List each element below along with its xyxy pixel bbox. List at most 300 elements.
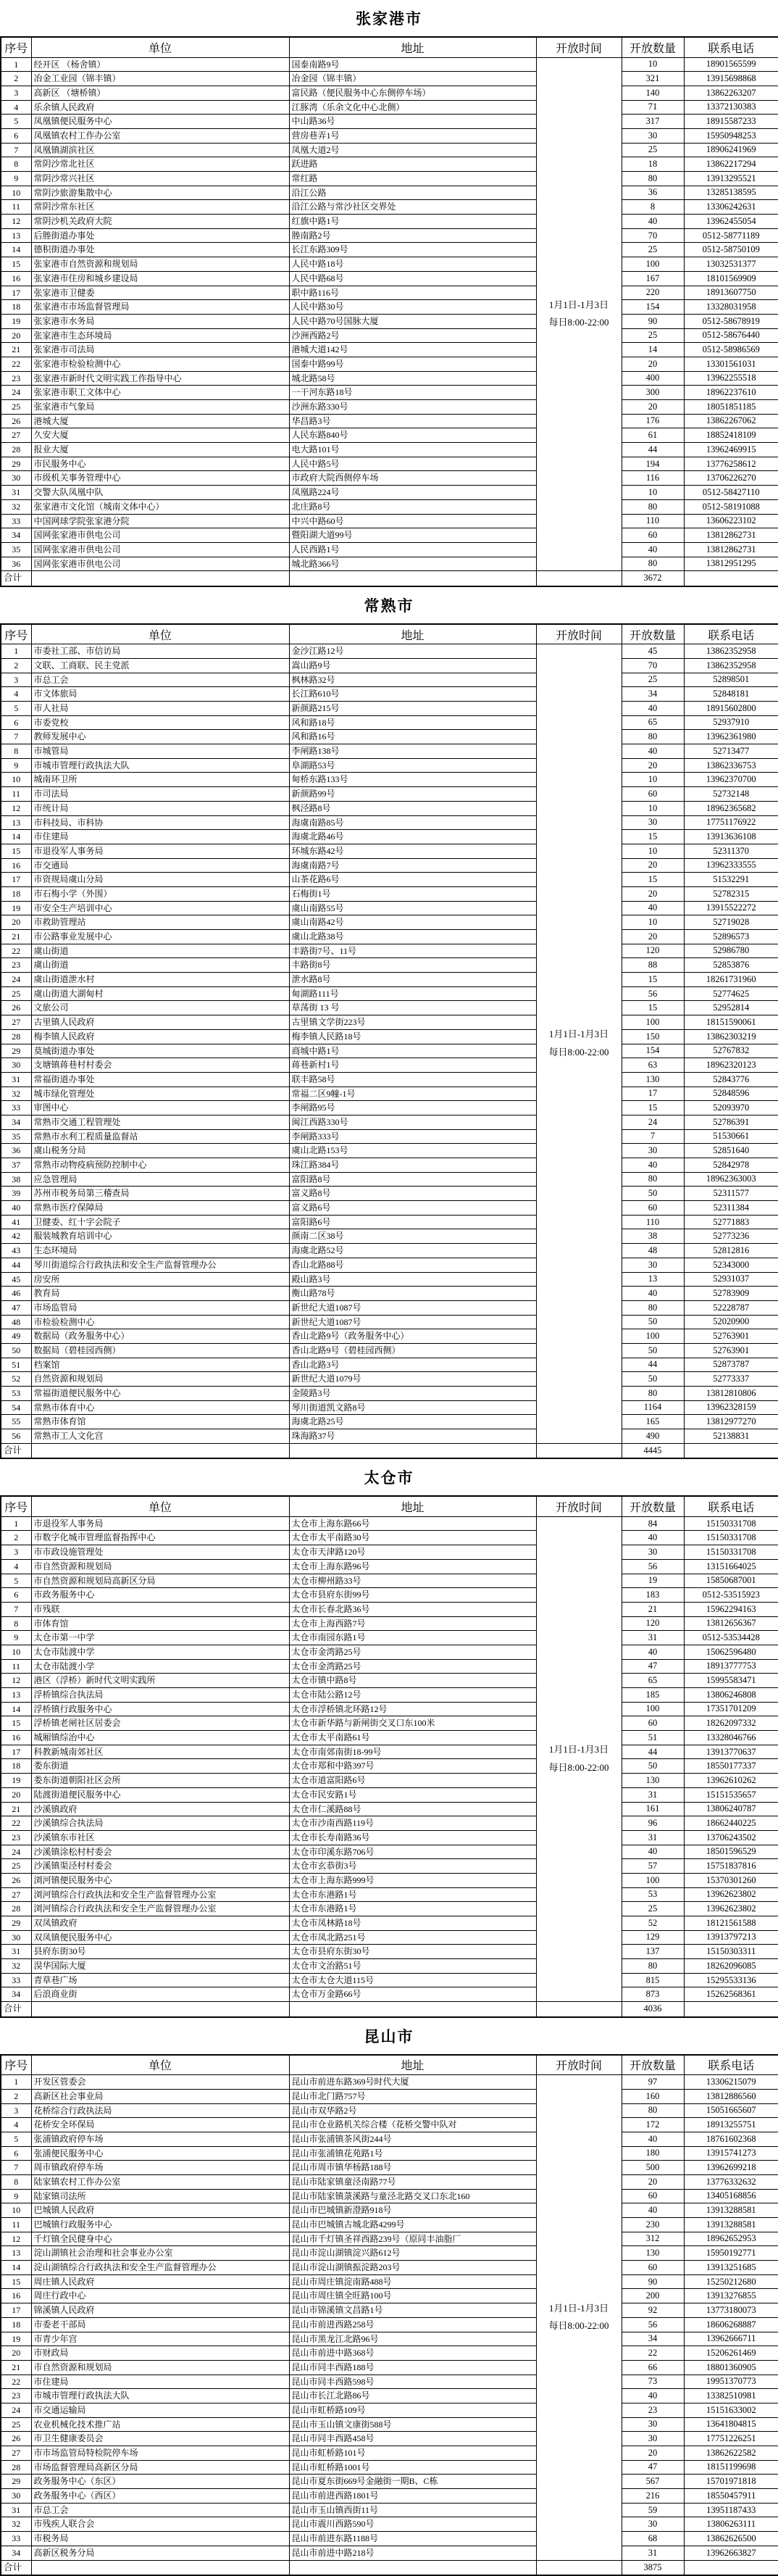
address-cell: 丰路街8号 <box>289 958 536 973</box>
phone-cell: 15262568361 <box>684 1987 778 2002</box>
address-cell: 营房巷弄1号 <box>289 128 536 143</box>
address-cell: 昆山市玉山镇西街11号 <box>289 2503 536 2517</box>
unit-cell: 双凤镇政府 <box>31 1916 289 1931</box>
phone-cell: 52853876 <box>684 958 778 973</box>
unit-cell: 娄东街道 <box>31 1759 289 1774</box>
table-row <box>1 830 778 844</box>
unit-cell: 市税务局 <box>31 2532 289 2546</box>
serial-cell: 18 <box>1 886 31 901</box>
serial-cell: 1 <box>1 2075 31 2090</box>
unit-cell: 市级机关事务管理中心 <box>31 471 289 486</box>
phone-cell: 52842978 <box>684 1158 778 1173</box>
serial-cell: 17 <box>1 1745 31 1759</box>
address-cell: 太仓市南郊南街18-99号 <box>289 1745 536 1759</box>
total-phone-empty-cell <box>684 1443 778 1458</box>
table-row <box>1 2218 778 2232</box>
address-cell: 太仓市长春北路36号 <box>289 1602 536 1616</box>
address-cell: 太仓市县府东街30号 <box>289 1945 536 1959</box>
unit-cell: 张家港市文化馆（城南文体中心） <box>31 499 289 514</box>
serial-cell: 21 <box>1 343 31 357</box>
quantity-cell: 59 <box>622 2503 684 2517</box>
serial-cell: 3 <box>1 1545 31 1560</box>
unit-cell: 自然资源和规划局 <box>31 1372 289 1387</box>
serial-cell: 16 <box>1 1731 31 1745</box>
table-row <box>1 2389 778 2403</box>
quantity-cell: 60 <box>622 1201 684 1216</box>
address-cell: 暨阳湖大道99号 <box>289 528 536 543</box>
city-table <box>0 623 778 1460</box>
unit-cell: 应急管理局 <box>31 1172 289 1187</box>
phone-cell: 13706226270 <box>684 471 778 486</box>
table-row <box>1 1072 778 1087</box>
serial-cell: 10 <box>1 1645 31 1659</box>
quantity-cell: 47 <box>622 2460 684 2475</box>
quantity-cell: 30 <box>622 1258 684 1272</box>
phone-cell: 18852418109 <box>684 428 778 443</box>
unit-cell: 花桥综合行政执法局 <box>31 2103 289 2118</box>
quantity-cell: 40 <box>622 1531 684 1545</box>
unit-cell: 文旅公司 <box>31 1001 289 1015</box>
quantity-cell: 30 <box>622 2517 684 2532</box>
column-header-0: 序号 <box>1 1496 31 1516</box>
serial-cell: 17 <box>1 2303 31 2318</box>
serial-cell: 28 <box>1 1902 31 1916</box>
table-row <box>1 314 778 328</box>
total-time-empty-cell <box>536 571 622 586</box>
phone-cell: 17751176922 <box>684 815 778 830</box>
unit-cell: 市人社局 <box>31 702 289 716</box>
phone-cell: 18151199698 <box>684 2460 778 2475</box>
phone-cell: 13306242631 <box>684 200 778 215</box>
phone-cell: 0512-58191088 <box>684 499 778 514</box>
quantity-cell: 66 <box>622 2360 684 2375</box>
phone-cell: 19951370773 <box>684 2375 778 2389</box>
quantity-cell: 50 <box>622 1759 684 1774</box>
quantity-cell: 321 <box>622 72 684 86</box>
serial-cell: 25 <box>1 986 31 1001</box>
serial-cell: 1 <box>1 1516 31 1531</box>
unit-cell: 文联、工商联、民主党派 <box>31 658 289 673</box>
table-row <box>1 2460 778 2475</box>
serial-cell: 37 <box>1 1158 31 1173</box>
serial-cell: 27 <box>1 2446 31 2461</box>
serial-cell: 27 <box>1 1887 31 1902</box>
quantity-cell: 96 <box>622 1816 684 1831</box>
table-row <box>1 243 778 257</box>
open-time-cell <box>536 57 622 571</box>
phone-cell: 52713477 <box>684 744 778 759</box>
phone-cell: 13773180073 <box>684 2303 778 2318</box>
table-row <box>1 1087 778 1101</box>
quantity-cell: 61 <box>622 428 684 443</box>
open-time-cell <box>536 1516 622 2001</box>
table-row <box>1 1229 778 1244</box>
unit-cell: 常熟市体育中心 <box>31 1400 289 1415</box>
quantity-cell: 70 <box>622 228 684 243</box>
serial-cell: 16 <box>1 271 31 286</box>
phone-cell: 15950192771 <box>684 2246 778 2261</box>
serial-cell: 7 <box>1 143 31 157</box>
phone-cell: 52848181 <box>684 687 778 702</box>
address-cell: 昆山市前进东路1188号 <box>289 2532 536 2546</box>
quantity-cell: 137 <box>622 1945 684 1959</box>
unit-cell: 张家港市检验检测中心 <box>31 357 289 371</box>
phone-cell: 13962663827 <box>684 2546 778 2560</box>
phone-cell: 15062596480 <box>684 1645 778 1659</box>
quantity-cell: 80 <box>622 1300 684 1315</box>
serial-cell: 36 <box>1 557 31 571</box>
serial-cell: 39 <box>1 1187 31 1201</box>
serial-cell: 34 <box>1 528 31 543</box>
phone-cell: 18501596529 <box>684 1845 778 1859</box>
unit-cell: 市交通局 <box>31 858 289 873</box>
unit-cell: 农业机械化技术推广站 <box>31 2417 289 2432</box>
serial-cell: 20 <box>1 2346 31 2361</box>
serial-cell: 47 <box>1 1300 31 1315</box>
serial-cell: 10 <box>1 2203 31 2218</box>
serial-cell: 6 <box>1 128 31 143</box>
table-row <box>1 528 778 543</box>
address-cell: 昆山市周庄镇淀南路488号 <box>289 2274 536 2289</box>
unit-cell: 琴川街道综合行政执法和安全生产监督管理办公 <box>31 1258 289 1272</box>
unit-cell: 苏州市税务局第三稽查局 <box>31 1187 289 1201</box>
table-row <box>1 1358 778 1372</box>
phone-cell: 13812977270 <box>684 1415 778 1429</box>
serial-cell: 46 <box>1 1287 31 1301</box>
address-cell: 颜南二区38号 <box>289 1229 536 1244</box>
phone-cell: 15150331708 <box>684 1545 778 1560</box>
table-row <box>1 172 778 186</box>
unit-cell: 高新区社会事业局 <box>31 2089 289 2103</box>
column-header-4: 开放数量 <box>622 2055 684 2075</box>
serial-cell: 24 <box>1 1845 31 1859</box>
quantity-cell: 50 <box>622 1315 684 1329</box>
quantity-cell: 48 <box>622 1244 684 1258</box>
unit-cell: 冶金工业园（锦丰镇） <box>31 72 289 86</box>
address-cell: 富民路（便民服务中心东侧停车场） <box>289 86 536 100</box>
serial-cell: 5 <box>1 1574 31 1588</box>
address-cell: 昆山市前进西路1801号 <box>289 2489 536 2504</box>
quantity-cell: 194 <box>622 457 684 471</box>
address-cell: 人民西路1号 <box>289 542 536 557</box>
serial-cell: 19 <box>1 1774 31 1788</box>
table-row <box>1 944 778 958</box>
quantity-cell: 490 <box>622 1429 684 1444</box>
address-cell: 新颜路99号 <box>289 787 536 802</box>
column-header-0: 序号 <box>1 37 31 57</box>
address-cell: 殿山路3号 <box>289 1272 536 1287</box>
phone-cell: 0512-58771189 <box>684 228 778 243</box>
phone-cell: 52311577 <box>684 1187 778 1201</box>
serial-cell: 5 <box>1 2132 31 2146</box>
address-cell: 人民中路5号 <box>289 457 536 471</box>
column-header-3: 开放时间 <box>536 37 622 57</box>
serial-cell: 13 <box>1 1688 31 1703</box>
phone-cell: 13328031958 <box>684 300 778 315</box>
address-cell: 金沙江路12号 <box>289 644 536 659</box>
phone-cell: 15150331708 <box>684 1516 778 1531</box>
phone-cell: 13328046766 <box>684 1731 778 1745</box>
address-cell: 沙洲西路2号 <box>289 328 536 343</box>
table-row <box>1 1816 778 1831</box>
address-cell: 阜湖路53号 <box>289 758 536 773</box>
phone-cell: 13915522272 <box>684 901 778 915</box>
quantity-cell: 25 <box>622 143 684 157</box>
serial-cell: 29 <box>1 457 31 471</box>
column-header-4: 开放数量 <box>622 37 684 57</box>
serial-cell: 56 <box>1 1429 31 1444</box>
unit-cell: 锦溪镇人民政府 <box>31 2303 289 2318</box>
phone-cell: 51532291 <box>684 873 778 887</box>
address-cell: 丰路街7号、11号 <box>289 944 536 958</box>
address-cell: 跃进路 <box>289 157 536 172</box>
quantity-cell: 15 <box>622 1101 684 1115</box>
table-row <box>1 1830 778 1845</box>
serial-cell: 23 <box>1 958 31 973</box>
table-header-row <box>1 624 778 644</box>
address-cell: 海虞北路25号 <box>289 1415 536 1429</box>
phone-cell: 15151535657 <box>684 1787 778 1802</box>
table-row <box>1 1429 778 1444</box>
address-cell: 新世纪大道1087号 <box>289 1315 536 1329</box>
phone-cell: 13812656367 <box>684 1616 778 1631</box>
phone-cell: 13913770637 <box>684 1745 778 1759</box>
address-cell: 国泰南路9号 <box>289 57 536 72</box>
serial-cell: 2 <box>1 1531 31 1545</box>
section-title: 太仓市 <box>364 1469 414 1487</box>
table-row <box>1 2317 778 2332</box>
unit-cell: 市退役军人事务局 <box>31 1516 289 1531</box>
unit-cell: 市公路事业发展中心 <box>31 930 289 944</box>
table-row <box>1 2417 778 2432</box>
address-cell: 昆山市玉山镇文康街588号 <box>289 2417 536 2432</box>
unit-cell: 生态环境局 <box>31 1244 289 1258</box>
column-header-5: 联系电话 <box>684 37 778 57</box>
serial-cell: 4 <box>1 100 31 115</box>
address-cell: 昆山市黑龙江北路96号 <box>289 2332 536 2346</box>
serial-cell: 9 <box>1 172 31 186</box>
total-time-empty-cell <box>536 2560 622 2575</box>
unit-cell: 沙溪镇涂松村村委会 <box>31 1845 289 1859</box>
quantity-cell: 15 <box>622 1001 684 1015</box>
total-quantity-cell: 4445 <box>622 1443 684 1458</box>
phone-cell: 17751226251 <box>684 2432 778 2446</box>
table-row <box>1 886 778 901</box>
table-row <box>1 986 778 1001</box>
serial-cell: 32 <box>1 1959 31 1974</box>
phone-cell: 18913607750 <box>684 286 778 300</box>
table-row <box>1 1545 778 1560</box>
serial-cell: 30 <box>1 2489 31 2504</box>
phone-cell: 13812862731 <box>684 528 778 543</box>
phone-cell: 15701971818 <box>684 2475 778 2489</box>
serial-cell: 29 <box>1 2475 31 2489</box>
unit-cell: 城市绿化管理处 <box>31 1087 289 1101</box>
table-row <box>1 1588 778 1603</box>
quantity-cell: 65 <box>622 1674 684 1688</box>
unit-cell: 数据局（碧桂园西侧） <box>31 1343 289 1358</box>
phone-cell: 18151590061 <box>684 1015 778 1030</box>
phone-cell: 13285138595 <box>684 186 778 200</box>
address-cell: 中山路36号 <box>289 115 536 129</box>
serial-cell: 28 <box>1 1029 31 1044</box>
phone-cell: 13862352958 <box>684 644 778 659</box>
quantity-cell: 34 <box>622 2332 684 2346</box>
unit-cell: 港城大厦 <box>31 414 289 428</box>
total-unit-empty-cell <box>31 571 289 586</box>
unit-cell: 市自然资源和规划局 <box>31 2360 289 2375</box>
column-header-1: 单位 <box>31 2055 289 2075</box>
address-cell: 昆山市锦溪镇文昌路1号 <box>289 2303 536 2318</box>
phone-cell: 15295533136 <box>684 1973 778 1987</box>
column-header-0: 序号 <box>1 2055 31 2075</box>
table-row <box>1 215 778 229</box>
serial-cell: 17 <box>1 286 31 300</box>
address-cell: 太仓市仁溪路88号 <box>289 1802 536 1816</box>
address-cell: 富阳路8号 <box>289 1172 536 1187</box>
table-row <box>1 715 778 730</box>
address-cell: 城北路58号 <box>289 371 536 386</box>
quantity-cell: 56 <box>622 1559 684 1574</box>
address-cell: 昆山市长江北路86号 <box>289 2389 536 2403</box>
address-cell: 海虞南路85号 <box>289 815 536 830</box>
table-row <box>1 343 778 357</box>
phone-cell: 52228787 <box>684 1300 778 1315</box>
serial-cell: 48 <box>1 1315 31 1329</box>
address-cell: 梅李镇人民路18号 <box>289 1029 536 1044</box>
total-unit-empty-cell <box>31 2002 289 2017</box>
phone-cell: 18801360905 <box>684 2360 778 2375</box>
open-time-line-2: 每日8:00-22:00 <box>548 1047 609 1058</box>
phone-cell: 52343000 <box>684 1258 778 1272</box>
unit-cell: 张家港市卫健委 <box>31 286 289 300</box>
address-cell: 太仓市玄恭街3号 <box>289 1859 536 1874</box>
table-row <box>1 1101 778 1115</box>
unit-cell: 报业大厦 <box>31 443 289 457</box>
table-row <box>1 157 778 172</box>
quantity-cell: 17 <box>622 1087 684 1101</box>
phone-cell: 52311384 <box>684 1201 778 1216</box>
serial-cell: 2 <box>1 2089 31 2103</box>
address-cell: 甸桥东路133号 <box>289 773 536 787</box>
quantity-cell: 25 <box>622 328 684 343</box>
quantity-cell: 34 <box>622 687 684 702</box>
table-row <box>1 2432 778 2446</box>
quantity-cell: 130 <box>622 1774 684 1788</box>
quantity-cell: 154 <box>622 300 684 315</box>
unit-cell: 市城管局 <box>31 744 289 759</box>
unit-cell: 常阴沙常兴社区 <box>31 172 289 186</box>
address-cell: 琴川街道凯文路8号 <box>289 1400 536 1415</box>
table-row <box>1 901 778 915</box>
serial-cell: 12 <box>1 801 31 815</box>
serial-cell: 43 <box>1 1244 31 1258</box>
address-cell: 昆山市前进中路218号 <box>289 2546 536 2560</box>
table-row <box>1 758 778 773</box>
unit-cell: 张家港市住房和城乡建设局 <box>31 271 289 286</box>
unit-cell: 常阴沙旅游集散中心 <box>31 186 289 200</box>
phone-cell: 18550177337 <box>684 1759 778 1774</box>
table-row <box>1 1058 778 1073</box>
phone-cell: 52786391 <box>684 1115 778 1129</box>
city-section <box>0 587 778 1460</box>
quantity-cell: 44 <box>622 443 684 457</box>
table-header-row <box>1 2055 778 2075</box>
quantity-cell: 116 <box>622 471 684 486</box>
serial-cell: 34 <box>1 2546 31 2560</box>
quantity-cell: 500 <box>622 2161 684 2175</box>
quantity-cell: 15 <box>622 830 684 844</box>
quantity-cell: 97 <box>622 2075 684 2090</box>
total-quantity-cell: 4036 <box>622 2002 684 2017</box>
serial-cell: 35 <box>1 542 31 557</box>
serial-cell: 19 <box>1 314 31 328</box>
serial-cell: 23 <box>1 1830 31 1845</box>
unit-cell: 虞山街道 <box>31 958 289 973</box>
address-cell: 沙洲东路330号 <box>289 400 536 415</box>
column-header-1: 单位 <box>31 1496 289 1516</box>
quantity-cell: 167 <box>622 271 684 286</box>
table-row <box>1 457 778 471</box>
open-time-line-2: 每日8:00-22:00 <box>548 317 609 328</box>
quantity-cell: 73 <box>622 2375 684 2389</box>
quantity-cell: 10 <box>622 801 684 815</box>
phone-cell: 0512-58427110 <box>684 486 778 500</box>
serial-cell: 20 <box>1 915 31 930</box>
unit-cell: 市委老干部局 <box>31 2317 289 2332</box>
serial-cell: 31 <box>1 2503 31 2517</box>
table-row <box>1 1916 778 1931</box>
unit-cell: 市场监督管理局高新区分局 <box>31 2460 289 2475</box>
phone-cell: 13812862731 <box>684 542 778 557</box>
serial-cell: 25 <box>1 400 31 415</box>
unit-cell: 数据局（政务服务中心） <box>31 1329 289 1344</box>
unit-cell: 县府东街30号 <box>31 1945 289 1959</box>
quantity-cell: 31 <box>622 1830 684 1845</box>
phone-cell: 13382510981 <box>684 2389 778 2403</box>
address-cell: 草荡街 13 号 <box>289 1001 536 1015</box>
serial-cell: 30 <box>1 1058 31 1073</box>
address-cell: 联丰路58号 <box>289 1072 536 1087</box>
address-cell: 长江路610号 <box>289 687 536 702</box>
table-row <box>1 1415 778 1429</box>
table-row <box>1 730 778 744</box>
unit-cell: 虞山街道大湖甸村 <box>31 986 289 1001</box>
table-row <box>1 1645 778 1659</box>
quantity-cell: 52 <box>622 1916 684 1931</box>
phone-cell: 13962610262 <box>684 1774 778 1788</box>
table-row <box>1 1258 778 1272</box>
table-row <box>1 2489 778 2504</box>
quantity-cell: 400 <box>622 371 684 386</box>
unit-cell: 常熟市交通工程管理处 <box>31 1115 289 1129</box>
unit-cell: 高新区税务分局 <box>31 2546 289 2560</box>
table-row <box>1 1716 778 1731</box>
quantity-cell: 40 <box>622 1845 684 1859</box>
serial-cell: 31 <box>1 1945 31 1959</box>
serial-cell: 5 <box>1 702 31 716</box>
address-cell: 枫泾路8号 <box>289 801 536 815</box>
serial-cell: 15 <box>1 844 31 858</box>
unit-cell: 经开区 （杨舍镇） <box>31 57 289 72</box>
table-row <box>1 499 778 514</box>
address-cell: 太仓市凤林路18号 <box>289 1916 536 1931</box>
city-table <box>0 2054 778 2576</box>
quantity-cell: 30 <box>622 815 684 830</box>
phone-cell: 15051665607 <box>684 2103 778 2118</box>
unit-cell: 市退役军人事务局 <box>31 844 289 858</box>
table-row <box>1 1187 778 1201</box>
